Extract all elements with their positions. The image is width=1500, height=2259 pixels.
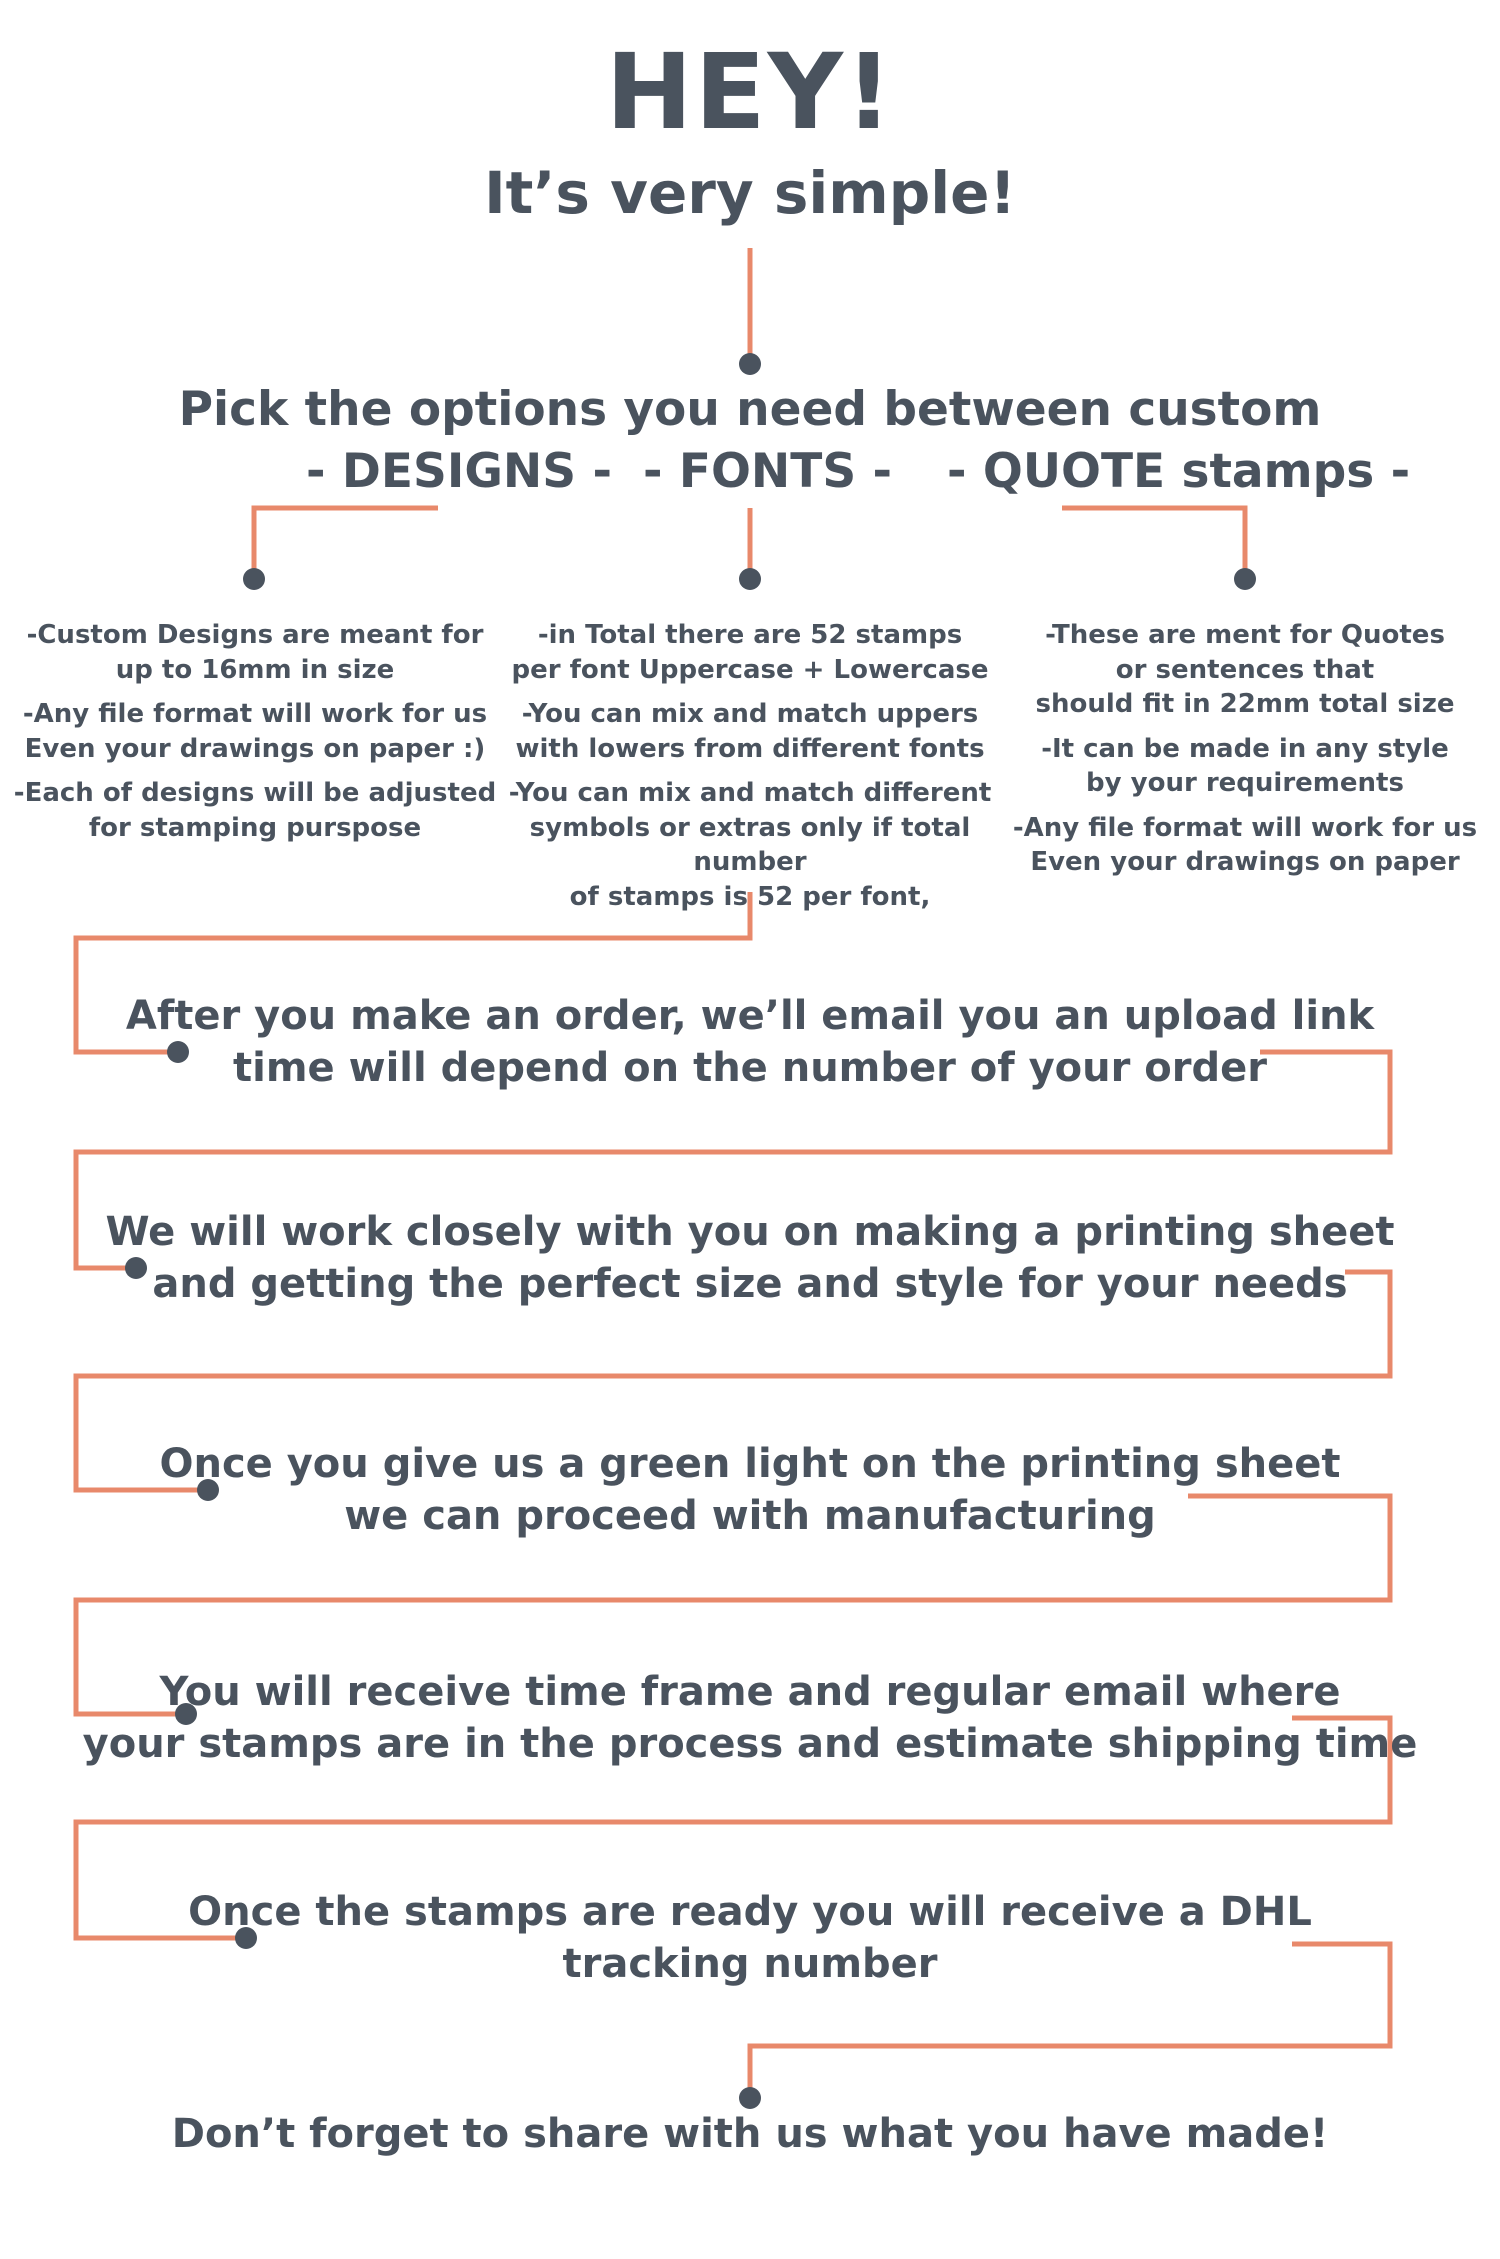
quotes-item: -It can be made in any style by your requirements [1041, 733, 1449, 799]
fonts-item: -You can mix and match different symbols or extras only if total number of stamps is 52 per font, [508, 778, 992, 913]
connector-designs [254, 508, 438, 578]
step-line: tracking number [562, 1941, 938, 1987]
dot-fonts [739, 568, 761, 590]
pick-heading: Pick the options you need between custom [178, 382, 1322, 437]
designs-item: -Each of designs will be adjusted for stamping purspose [13, 778, 497, 843]
page-title: HEY! [605, 31, 895, 153]
step-line: Once you give us a green light on the printing sheet [159, 1441, 1341, 1487]
dot-pick [739, 353, 761, 375]
page-subtitle: It’s very simple! [484, 159, 1016, 227]
dot-quotes [1234, 568, 1256, 590]
step-line: and getting the perfect size and style for your needs [152, 1261, 1348, 1307]
dot-designs [243, 568, 265, 590]
step-line: We will work closely with you on making a printing sheet [105, 1209, 1395, 1255]
step-time-frame [0, 1666, 1500, 1770]
step-line: your stamps are in the process and estimate shipping time [82, 1721, 1418, 1767]
option-quote-stamps: - QUOTE stamps - [947, 444, 1411, 499]
quotes-item: -Any file format will work for us Even your drawings on paper [1012, 812, 1478, 878]
fonts-column [495, 618, 1005, 925]
quotes-column [990, 618, 1500, 890]
fonts-item: -You can mix and match uppers with lowers from different fonts [515, 699, 985, 764]
step-tracking-number [0, 1886, 1500, 1990]
option-designs: - DESIGNS - [306, 444, 612, 499]
closing-message: Don’t forget to share with us what you have made! [171, 2111, 1329, 2157]
step-line: time will depend on the number of your order [233, 1045, 1267, 1091]
step-printing-sheet [0, 1206, 1500, 1310]
connector-quotes [1062, 508, 1245, 578]
step-green-light [0, 1438, 1500, 1542]
step-upload-link [0, 990, 1500, 1094]
designs-item: -Any file format will work for us Even your drawings on paper :) [22, 699, 488, 764]
fonts-item: -in Total there are 52 stamps per font Uppercase + Lowercase [511, 620, 989, 685]
designs-column [0, 618, 510, 855]
step-line: After you make an order, we’ll email you an upload link [125, 993, 1375, 1039]
dot-closing [739, 2087, 761, 2109]
option-fonts: - FONTS - [643, 444, 893, 499]
quotes-item: -These are ment for Quotes or sentences that should fit in 22mm total size [1035, 620, 1455, 720]
designs-item: -Custom Designs are meant for up to 16mm in size [26, 620, 484, 685]
step-line: You will receive time frame and regular email where [159, 1669, 1341, 1715]
step-line: we can proceed with manufacturing [344, 1493, 1156, 1539]
step-line: Once the stamps are ready you will receive a DHL [188, 1889, 1312, 1935]
